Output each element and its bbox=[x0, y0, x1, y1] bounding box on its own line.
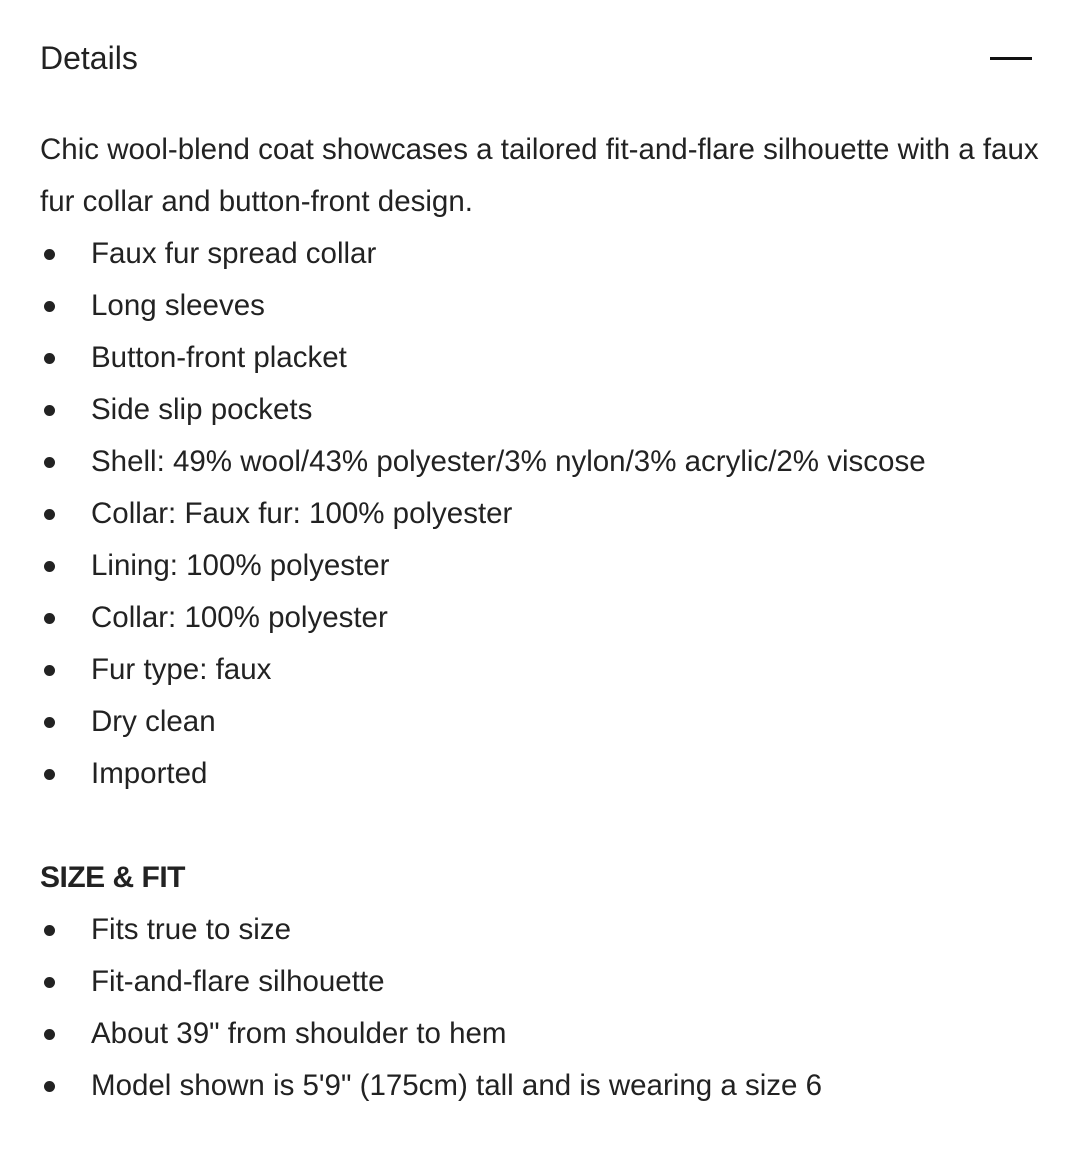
feature-text: Dry clean bbox=[91, 705, 216, 738]
bullet-icon bbox=[44, 249, 55, 260]
size-fit-heading: SIZE & FIT bbox=[40, 861, 185, 894]
bullet-icon bbox=[44, 405, 55, 416]
section-spacer bbox=[40, 800, 1080, 852]
list-item bbox=[40, 540, 1080, 592]
minus-icon[interactable] bbox=[988, 44, 1034, 74]
list-item bbox=[40, 696, 1080, 748]
product-description: Chic wool-blend coat showcases a tailored fit-and-flare silhouette with a faux fur collar and button-front design. bbox=[40, 133, 1039, 218]
list-item bbox=[40, 644, 1080, 696]
bullet-icon bbox=[44, 301, 55, 312]
details-body bbox=[40, 124, 1080, 1112]
bullet-icon bbox=[44, 977, 55, 988]
feature-text: Lining: 100% polyester bbox=[91, 549, 390, 582]
details-title: Details bbox=[40, 40, 138, 76]
list-item bbox=[40, 1060, 1080, 1112]
list-item bbox=[40, 488, 1080, 540]
bullet-icon bbox=[44, 353, 55, 364]
feature-text: Collar: Faux fur: 100% polyester bbox=[91, 497, 513, 530]
list-item bbox=[40, 384, 1080, 436]
list-item bbox=[40, 1008, 1080, 1060]
list-item bbox=[40, 280, 1080, 332]
bullet-icon bbox=[44, 509, 55, 520]
bullet-icon bbox=[44, 925, 55, 936]
minus-icon-bar bbox=[990, 57, 1032, 60]
bullet-icon bbox=[44, 613, 55, 624]
list-item bbox=[40, 748, 1080, 800]
feature-text: Button-front placket bbox=[91, 341, 347, 374]
list-item bbox=[40, 956, 1080, 1008]
list-item bbox=[40, 904, 1080, 956]
size-fit-list bbox=[40, 904, 1080, 1112]
list-item bbox=[40, 228, 1080, 280]
bullet-icon bbox=[44, 665, 55, 676]
bullet-icon bbox=[44, 561, 55, 572]
list-item bbox=[40, 592, 1080, 644]
bullet-icon bbox=[44, 769, 55, 780]
feature-text: Shell: 49% wool/43% polyester/3% nylon/3% acrylic/2% viscose bbox=[91, 445, 926, 478]
list-item bbox=[40, 436, 1080, 488]
size-fit-text: About 39" from shoulder to hem bbox=[91, 1017, 507, 1050]
size-fit-text: Fits true to size bbox=[91, 913, 292, 946]
bullet-icon bbox=[44, 1081, 55, 1092]
size-fit-text: Fit-and-flare silhouette bbox=[91, 965, 385, 998]
feature-text: Faux fur spread collar bbox=[91, 237, 377, 270]
feature-text: Fur type: faux bbox=[91, 653, 272, 686]
bullet-icon bbox=[44, 1029, 55, 1040]
bullet-icon bbox=[44, 717, 55, 728]
details-accordion-header[interactable] bbox=[0, 0, 1080, 118]
feature-text: Long sleeves bbox=[91, 289, 265, 322]
feature-text: Side slip pockets bbox=[91, 393, 313, 426]
list-item bbox=[40, 332, 1080, 384]
feature-text: Imported bbox=[91, 757, 208, 790]
size-fit-text: Model shown is 5'9" (175cm) tall and is wearing a size 6 bbox=[91, 1069, 823, 1102]
feature-list bbox=[40, 228, 1080, 800]
bullet-icon bbox=[44, 457, 55, 468]
feature-text: Collar: 100% polyester bbox=[91, 601, 388, 634]
